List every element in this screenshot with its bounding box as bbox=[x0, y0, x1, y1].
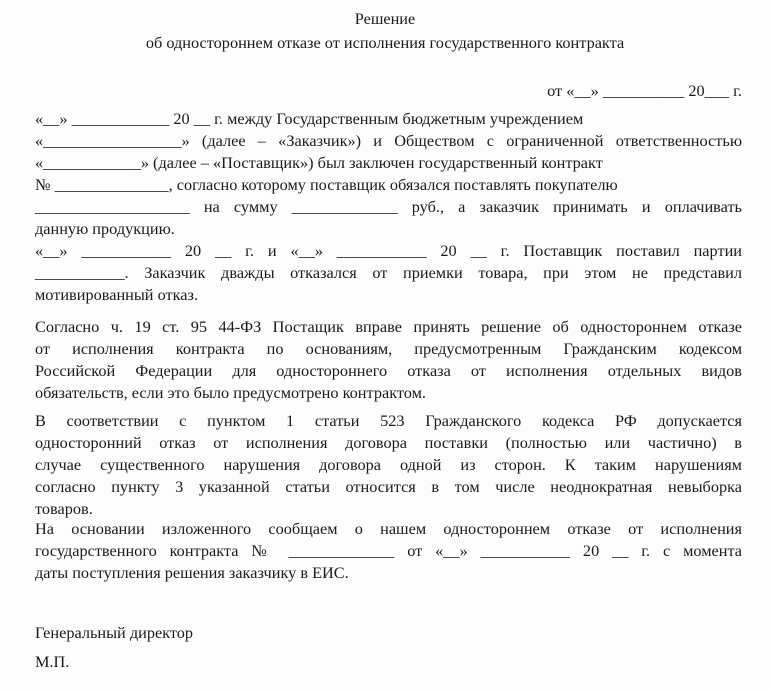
stamp-placeholder: М.П. bbox=[35, 652, 70, 671]
paragraph-line: мотивированный отказ. bbox=[35, 285, 199, 304]
paragraph-line: «____________» (далее – «Поставщик») был заключен государственный контракт bbox=[35, 153, 603, 172]
date-line: от «__» __________ 20___ г. bbox=[547, 81, 742, 100]
paragraph-line: даты поступления решения заказчику в ЕИС. bbox=[35, 563, 349, 582]
paragraph-line: «__» ____________ 20 __ г. между Государственным бюджетным учреждением bbox=[35, 109, 584, 128]
paragraph-line: «_________________» (далее – «Заказчик») и Обществом с ограниченной ответственностью bbox=[35, 131, 742, 150]
paragraph-delivery bbox=[35, 240, 742, 306]
paragraph-line: государственного контракта № _____________ от «__» ___________ 20 __ г. с момента bbox=[35, 541, 742, 560]
paragraph-line: На основании изложенного сообщаем о нашем одностороннем отказе от исполнения bbox=[35, 519, 742, 538]
paragraph-line: данную продукцию. bbox=[35, 219, 175, 238]
paragraph-line: случае существенного нарушения договора одной из сторон. К таким нарушениям bbox=[35, 455, 742, 474]
paragraph-decision bbox=[35, 518, 742, 584]
paragraph-legal-basis bbox=[35, 316, 742, 404]
paragraph-line: обязательств, если это было предусмотрено контрактом. bbox=[35, 383, 426, 402]
paragraph-line: согласно пункту 3 указанной статьи относится в том числе неоднократная невыборка bbox=[35, 477, 742, 496]
paragraph-line: от исполнения контракта по основаниям, предусмотренным Гражданским кодексом bbox=[35, 339, 742, 358]
paragraph-line: Согласно ч. 19 ст. 95 44-ФЗ Постащик вправе принять решение об одностороннем отказе bbox=[35, 317, 742, 336]
paragraph-line: «__» ___________ 20 __ г. и «__» ___________ 20 __ г. Поставщик поставил партии bbox=[35, 241, 742, 260]
paragraph-line: односторонний отказ от исполнения договора поставки (полностью или частично) в bbox=[35, 433, 742, 452]
paragraph-line: ___________________ на сумму _____________ руб., а заказчик принимать и оплачивать bbox=[35, 197, 742, 216]
document-title: Решение bbox=[354, 9, 416, 28]
signature-position: Генеральный директор bbox=[35, 623, 194, 642]
document-subtitle: об одностороннем отказе от исполнения государственного контракта bbox=[145, 33, 625, 52]
paragraph-line: ___________. Заказчик дважды отказался от приемки товара, при этом не представил bbox=[35, 263, 742, 282]
paragraph-contract-info bbox=[35, 108, 742, 240]
paragraph-line: В соответствии с пунктом 1 статьи 523 Гражданского кодекса РФ допускается bbox=[35, 411, 742, 430]
paragraph-line: товаров. bbox=[35, 499, 93, 518]
paragraph-line: № ______________, согласно которому поставщик обязался поставлять покупателю bbox=[35, 175, 618, 194]
paragraph-line: Российской Федерации для одностороннего отказа от исполнения отдельных видов bbox=[35, 361, 742, 380]
paragraph-civil-code bbox=[35, 410, 742, 520]
